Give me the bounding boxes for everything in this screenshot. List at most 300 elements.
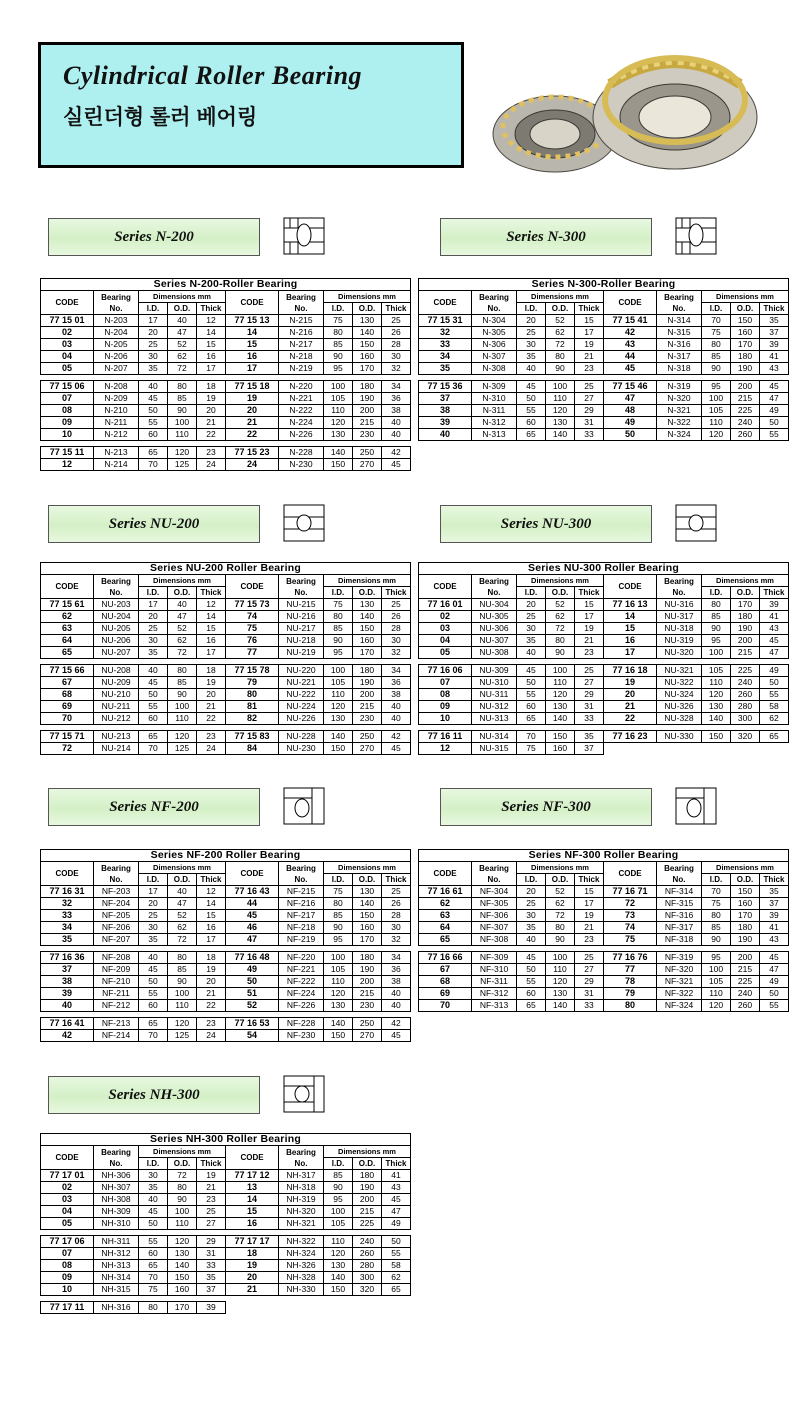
cell-id: 80 — [324, 611, 353, 623]
cell-bearing-no: NU-224 — [279, 701, 324, 713]
cell-id: 100 — [324, 665, 353, 677]
cell-thick: 40 — [382, 1000, 411, 1012]
cell-thick: 58 — [760, 701, 789, 713]
cell-code: 72 — [41, 743, 94, 755]
cell-id: 120 — [324, 988, 353, 1000]
cell-bearing-no: N-322 — [657, 417, 702, 429]
cell-od: 72 — [168, 363, 197, 375]
cell-id: 85 — [324, 339, 353, 351]
cell-od: 215 — [731, 647, 760, 659]
cell-id: 90 — [324, 351, 353, 363]
cell-thick: 32 — [382, 934, 411, 946]
empty-cell — [226, 1302, 279, 1314]
header-bearing-no: Bearing No. — [472, 862, 517, 886]
cell-id: 45 — [139, 393, 168, 405]
cell-thick: 14 — [197, 327, 226, 339]
cell-bearing-no: NU-218 — [279, 635, 324, 647]
header-bearing-no: Bearing No. — [94, 575, 139, 599]
cell-thick: 35 — [760, 886, 789, 898]
header-bearing-no: Bearing No. — [472, 291, 517, 315]
cell-thick: 15 — [575, 315, 604, 327]
cell-id: 75 — [702, 898, 731, 910]
cell-od: 62 — [168, 922, 197, 934]
empty-cell — [604, 743, 657, 755]
cell-bearing-no: NU-212 — [94, 713, 139, 725]
header-id: I.D. — [324, 874, 353, 886]
cell-id: 140 — [324, 1272, 353, 1284]
cell-thick: 15 — [575, 886, 604, 898]
header-od: O.D. — [168, 303, 197, 315]
header-bearing-no: Bearing No. — [657, 291, 702, 315]
cell-id: 120 — [324, 1248, 353, 1260]
cell-code: 84 — [226, 743, 279, 755]
cell-bearing-no: NU-312 — [472, 701, 517, 713]
cell-od: 260 — [731, 429, 760, 441]
table-caption: Series NH-300 Roller Bearing — [41, 1134, 411, 1146]
cell-thick: 30 — [382, 351, 411, 363]
cell-code: 77 16 41 — [41, 1018, 94, 1030]
cell-code: 77 17 01 — [41, 1170, 94, 1182]
table-row — [41, 1260, 411, 1272]
cell-id: 40 — [517, 934, 546, 946]
cell-od: 190 — [353, 677, 382, 689]
table-n200 — [40, 278, 411, 471]
cell-id: 70 — [139, 1272, 168, 1284]
table-row — [41, 393, 411, 405]
cell-id: 90 — [702, 623, 731, 635]
cell-bearing-no: NF-211 — [94, 988, 139, 1000]
cell-thick: 33 — [197, 1260, 226, 1272]
section-title: Series NU-300 — [440, 505, 652, 543]
cell-bearing-no: N-224 — [279, 417, 324, 429]
header-thick: Thick — [382, 303, 411, 315]
cell-code: 44 — [604, 351, 657, 363]
cell-thick: 19 — [197, 393, 226, 405]
table-caption: Series NF-200 Roller Bearing — [41, 850, 411, 862]
cell-thick: 21 — [197, 417, 226, 429]
table-row — [419, 351, 789, 363]
table-row — [41, 351, 411, 363]
header-thick: Thick — [575, 587, 604, 599]
cell-code: 80 — [604, 1000, 657, 1012]
cell-od: 160 — [353, 351, 382, 363]
cell-od: 180 — [353, 1170, 382, 1182]
header-od: O.D. — [731, 303, 760, 315]
cell-thick: 49 — [382, 1218, 411, 1230]
cell-od: 240 — [731, 417, 760, 429]
cell-id: 95 — [702, 635, 731, 647]
empty-cell — [353, 1302, 382, 1314]
cell-code: 20 — [226, 1272, 279, 1284]
cell-id: 85 — [702, 351, 731, 363]
cell-code: 07 — [419, 677, 472, 689]
cell-id: 150 — [324, 1284, 353, 1296]
cell-thick: 21 — [197, 701, 226, 713]
cell-code: 02 — [41, 327, 94, 339]
cell-code: 10 — [419, 713, 472, 725]
table-row — [41, 327, 411, 339]
cell-bearing-no: NF-207 — [94, 934, 139, 946]
cell-id: 110 — [324, 405, 353, 417]
header-dims: Dimensions mm — [139, 1146, 226, 1158]
cell-od: 62 — [546, 898, 575, 910]
cell-bearing-no: N-208 — [94, 381, 139, 393]
cell-id: 95 — [702, 952, 731, 964]
cell-bearing-no: N-216 — [279, 327, 324, 339]
cell-thick: 38 — [382, 976, 411, 988]
cell-code: 75 — [226, 623, 279, 635]
cell-od: 90 — [546, 647, 575, 659]
cell-od: 270 — [353, 743, 382, 755]
cell-id: 17 — [139, 315, 168, 327]
cell-id: 100 — [324, 381, 353, 393]
cell-od: 52 — [546, 599, 575, 611]
cell-od: 62 — [546, 327, 575, 339]
header-thick: Thick — [197, 587, 226, 599]
cell-thick: 32 — [382, 363, 411, 375]
cell-id: 20 — [517, 599, 546, 611]
table-row — [41, 743, 411, 755]
cell-id: 105 — [324, 393, 353, 405]
cell-thick: 45 — [760, 381, 789, 393]
cell-bearing-no: N-228 — [279, 447, 324, 459]
cell-thick: 19 — [575, 910, 604, 922]
cell-od: 100 — [546, 381, 575, 393]
cell-thick: 12 — [197, 599, 226, 611]
cell-bearing-no: NU-211 — [94, 701, 139, 713]
cell-code: 63 — [41, 623, 94, 635]
table-row — [41, 910, 411, 922]
cell-thick: 25 — [382, 599, 411, 611]
cell-id: 55 — [517, 976, 546, 988]
cell-thick: 39 — [760, 339, 789, 351]
cell-thick: 37 — [760, 327, 789, 339]
cell-od: 47 — [168, 327, 197, 339]
bearing-diagram-icon — [668, 212, 728, 260]
cell-bearing-no: NH-314 — [94, 1272, 139, 1284]
bearing-diagram-icon — [276, 1070, 336, 1118]
cell-id: 50 — [517, 393, 546, 405]
cell-od: 225 — [353, 1218, 382, 1230]
cell-thick: 25 — [382, 886, 411, 898]
cell-code: 05 — [41, 363, 94, 375]
cell-od: 250 — [353, 447, 382, 459]
cell-bearing-no: N-320 — [657, 393, 702, 405]
cell-bearing-no: NU-217 — [279, 623, 324, 635]
cell-id: 120 — [324, 417, 353, 429]
table-row — [41, 922, 411, 934]
cell-code: 79 — [226, 677, 279, 689]
header-id: I.D. — [702, 587, 731, 599]
cell-id: 100 — [702, 393, 731, 405]
cell-id: 35 — [139, 647, 168, 659]
cell-code: 70 — [419, 1000, 472, 1012]
cell-id: 65 — [139, 447, 168, 459]
table-row — [41, 1170, 411, 1182]
cell-code: 09 — [41, 417, 94, 429]
cell-bearing-no: NF-316 — [657, 910, 702, 922]
cell-od: 40 — [168, 315, 197, 327]
cell-od: 140 — [546, 1000, 575, 1012]
cell-od: 130 — [546, 701, 575, 713]
cell-id: 60 — [139, 1248, 168, 1260]
cell-id: 30 — [517, 339, 546, 351]
cell-bearing-no: NH-317 — [279, 1170, 324, 1182]
cell-code: 77 16 13 — [604, 599, 657, 611]
cell-id: 80 — [702, 339, 731, 351]
table-row — [41, 701, 411, 713]
cell-od: 150 — [353, 339, 382, 351]
cell-thick: 49 — [760, 405, 789, 417]
cell-bearing-no: NH-328 — [279, 1272, 324, 1284]
cell-bearing-no: NH-312 — [94, 1248, 139, 1260]
cell-thick: 25 — [575, 952, 604, 964]
cell-thick: 21 — [575, 635, 604, 647]
cell-id: 60 — [139, 1000, 168, 1012]
cell-code: 64 — [41, 635, 94, 647]
cell-od: 225 — [731, 405, 760, 417]
cell-thick: 18 — [197, 381, 226, 393]
header-thick: Thick — [197, 303, 226, 315]
cell-code: 77 16 71 — [604, 886, 657, 898]
table-row — [419, 976, 789, 988]
cell-id: 55 — [517, 405, 546, 417]
header-od: O.D. — [168, 874, 197, 886]
cell-od: 180 — [353, 381, 382, 393]
cell-bearing-no: NU-330 — [657, 731, 702, 743]
cell-bearing-no: N-305 — [472, 327, 517, 339]
cell-code: 02 — [41, 1182, 94, 1194]
cell-thick: 17 — [197, 363, 226, 375]
cell-thick: 28 — [382, 339, 411, 351]
table-row — [41, 1272, 411, 1284]
cell-code: 77 16 18 — [604, 665, 657, 677]
cell-thick: 26 — [382, 611, 411, 623]
cell-id: 65 — [139, 1260, 168, 1272]
cell-id: 105 — [702, 976, 731, 988]
cell-code: 08 — [41, 1260, 94, 1272]
cell-code: 77 16 06 — [419, 665, 472, 677]
cell-thick: 42 — [382, 731, 411, 743]
cell-bearing-no: NF-305 — [472, 898, 517, 910]
cell-od: 110 — [168, 429, 197, 441]
header-id: I.D. — [139, 587, 168, 599]
cell-bearing-no: NH-313 — [94, 1260, 139, 1272]
cell-thick: 23 — [575, 934, 604, 946]
cell-od: 100 — [546, 665, 575, 677]
cell-od: 260 — [731, 689, 760, 701]
cell-bearing-no: NU-226 — [279, 713, 324, 725]
cell-code: 77 15 66 — [41, 665, 94, 677]
cell-bearing-no: NF-310 — [472, 964, 517, 976]
cell-bearing-no: NU-220 — [279, 665, 324, 677]
cell-code: 07 — [41, 393, 94, 405]
cell-od: 170 — [731, 599, 760, 611]
cell-bearing-no: N-316 — [657, 339, 702, 351]
cell-thick: 45 — [760, 952, 789, 964]
cell-od: 120 — [546, 689, 575, 701]
table-row — [41, 1018, 411, 1030]
cell-id: 20 — [139, 898, 168, 910]
cell-bearing-no: NF-324 — [657, 1000, 702, 1012]
cell-od: 130 — [546, 417, 575, 429]
cell-code: 14 — [226, 327, 279, 339]
cell-bearing-no: NF-306 — [472, 910, 517, 922]
table-row — [419, 910, 789, 922]
cell-id: 95 — [324, 934, 353, 946]
cell-od: 80 — [168, 952, 197, 964]
header-id: I.D. — [324, 303, 353, 315]
cell-od: 90 — [168, 405, 197, 417]
cell-code: 16 — [226, 351, 279, 363]
table-row — [419, 647, 789, 659]
table-row — [419, 665, 789, 677]
cell-code: 33 — [41, 910, 94, 922]
table-row — [41, 1030, 411, 1042]
cell-od: 62 — [168, 635, 197, 647]
cell-thick: 27 — [197, 1218, 226, 1230]
table-row — [419, 611, 789, 623]
table-header-row — [419, 291, 789, 303]
header-code: CODE — [41, 1146, 94, 1170]
cell-thick: 22 — [197, 1000, 226, 1012]
cell-thick: 65 — [760, 731, 789, 743]
cell-bearing-no: NF-228 — [279, 1018, 324, 1030]
cell-od: 72 — [168, 647, 197, 659]
cell-id: 85 — [324, 910, 353, 922]
cell-bearing-no: N-313 — [472, 429, 517, 441]
cell-id: 130 — [324, 1260, 353, 1272]
cell-od: 150 — [731, 886, 760, 898]
cell-thick: 16 — [197, 351, 226, 363]
cell-bearing-no: N-205 — [94, 339, 139, 351]
cell-od: 80 — [168, 381, 197, 393]
cell-bearing-no: N-221 — [279, 393, 324, 405]
cell-id: 35 — [517, 922, 546, 934]
header-dims: Dimensions mm — [517, 575, 604, 587]
header-id: I.D. — [517, 303, 546, 315]
cell-id: 25 — [517, 611, 546, 623]
table-row — [419, 1000, 789, 1012]
cell-thick: 43 — [760, 934, 789, 946]
table-row — [41, 898, 411, 910]
cell-od: 150 — [353, 623, 382, 635]
table-row — [41, 635, 411, 647]
cell-thick: 29 — [575, 976, 604, 988]
header-id: I.D. — [139, 303, 168, 315]
spec-table — [418, 562, 789, 755]
cell-thick: 19 — [197, 1170, 226, 1182]
table-row — [41, 599, 411, 611]
table-row — [41, 952, 411, 964]
cell-od: 110 — [168, 1000, 197, 1012]
bearing-diagram-icon — [668, 782, 728, 830]
table-row — [41, 964, 411, 976]
cell-od: 72 — [546, 910, 575, 922]
cell-od: 170 — [168, 1302, 197, 1314]
cell-thick: 17 — [197, 647, 226, 659]
table-header-row — [41, 291, 411, 303]
cell-code: 77 15 23 — [226, 447, 279, 459]
empty-cell — [760, 743, 789, 755]
cell-code: 05 — [419, 647, 472, 659]
bearing-photo — [470, 22, 770, 182]
header-bearing-no: Bearing No. — [94, 1146, 139, 1170]
cell-od: 200 — [731, 381, 760, 393]
cell-bearing-no: NU-318 — [657, 623, 702, 635]
cell-code: 68 — [41, 689, 94, 701]
cell-code: 40 — [41, 1000, 94, 1012]
cell-bearing-no: N-324 — [657, 429, 702, 441]
table-caption: Series NU-200 Roller Bearing — [41, 563, 411, 575]
cell-code: 64 — [419, 922, 472, 934]
cell-od: 200 — [731, 635, 760, 647]
cell-od: 160 — [731, 898, 760, 910]
cell-thick: 41 — [760, 922, 789, 934]
cell-bearing-no: N-220 — [279, 381, 324, 393]
cell-code: 77 16 36 — [41, 952, 94, 964]
cell-bearing-no: NU-208 — [94, 665, 139, 677]
cell-od: 80 — [546, 351, 575, 363]
cell-od: 190 — [353, 964, 382, 976]
table-nh300 — [40, 1133, 411, 1314]
table-caption: Series NF-300 Roller Bearing — [419, 850, 789, 862]
cell-od: 90 — [168, 976, 197, 988]
section-title: Series N-200 — [48, 218, 260, 256]
cell-id: 85 — [324, 623, 353, 635]
header-thick: Thick — [197, 1158, 226, 1170]
cell-thick: 27 — [575, 393, 604, 405]
header-thick: Thick — [575, 303, 604, 315]
cell-id: 50 — [139, 1218, 168, 1230]
cell-thick: 37 — [197, 1284, 226, 1296]
cell-id: 130 — [324, 713, 353, 725]
header-bearing-no: Bearing No. — [279, 575, 324, 599]
cell-bearing-no: NH-319 — [279, 1194, 324, 1206]
cell-id: 70 — [702, 886, 731, 898]
bearing-diagram-icon — [276, 212, 336, 260]
cell-od: 80 — [546, 922, 575, 934]
cell-bearing-no: N-209 — [94, 393, 139, 405]
cell-bearing-no: NU-319 — [657, 635, 702, 647]
cell-id: 150 — [324, 743, 353, 755]
cell-code: 77 16 66 — [419, 952, 472, 964]
cell-bearing-no: NF-203 — [94, 886, 139, 898]
cell-bearing-no: NF-220 — [279, 952, 324, 964]
cell-code: 47 — [226, 934, 279, 946]
cell-code: 20 — [604, 689, 657, 701]
page-title-box — [38, 42, 464, 168]
cell-od: 240 — [353, 1236, 382, 1248]
cell-bearing-no: NF-320 — [657, 964, 702, 976]
section-band-n200 — [48, 218, 260, 256]
header-dims: Dimensions mm — [139, 862, 226, 874]
cell-code: 77 16 01 — [419, 599, 472, 611]
cell-thick: 33 — [575, 713, 604, 725]
cell-thick: 17 — [575, 327, 604, 339]
cell-thick: 22 — [197, 429, 226, 441]
cell-id: 105 — [324, 1218, 353, 1230]
cell-bearing-no: NU-206 — [94, 635, 139, 647]
cell-od: 72 — [546, 339, 575, 351]
table-row — [41, 713, 411, 725]
cell-bearing-no: NF-321 — [657, 976, 702, 988]
header-id: I.D. — [517, 587, 546, 599]
cell-od: 100 — [168, 1206, 197, 1218]
cell-bearing-no: N-308 — [472, 363, 517, 375]
cell-bearing-no: NF-212 — [94, 1000, 139, 1012]
spec-table — [40, 278, 411, 471]
